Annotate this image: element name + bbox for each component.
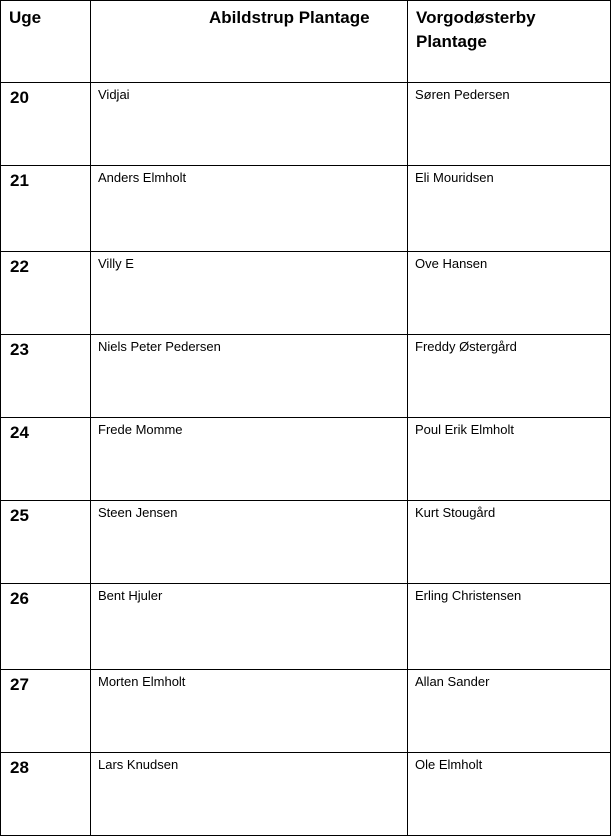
vorgodosterby-name: Søren Pedersen	[415, 87, 510, 102]
abildstrup-name: Niels Peter Pedersen	[98, 339, 221, 354]
abildstrup-name: Anders Elmholt	[98, 170, 187, 185]
week-number: 27	[10, 675, 29, 694]
table-row	[1, 83, 611, 166]
abildstrup-cell	[91, 418, 408, 501]
week-number: 22	[10, 257, 29, 276]
abildstrup-cell	[91, 584, 408, 670]
vorgodosterby-cell	[408, 166, 611, 252]
week-cell	[1, 753, 91, 836]
table-row	[1, 584, 611, 670]
header-vorgodosterby: Vorgodøsterby Plantage	[416, 8, 536, 51]
abildstrup-name: Bent Hjuler	[98, 588, 163, 603]
table-row	[1, 252, 611, 335]
week-cell	[1, 252, 91, 335]
table-row	[1, 670, 611, 753]
vorgodosterby-cell	[408, 83, 611, 166]
header-abildstrup: Abildstrup Plantage	[209, 8, 370, 27]
abildstrup-name: Frede Momme	[98, 422, 183, 437]
table-row	[1, 166, 611, 252]
week-cell	[1, 83, 91, 166]
vorgodosterby-name: Eli Mouridsen	[415, 170, 494, 185]
vorgodosterby-cell	[408, 753, 611, 836]
week-cell	[1, 584, 91, 670]
week-cell	[1, 418, 91, 501]
abildstrup-name: Morten Elmholt	[98, 674, 186, 689]
table-row	[1, 335, 611, 418]
vorgodosterby-name: Erling Christensen	[415, 588, 522, 603]
abildstrup-cell	[91, 670, 408, 753]
week-number: 25	[10, 506, 29, 525]
week-cell	[1, 335, 91, 418]
vorgodosterby-cell	[408, 335, 611, 418]
abildstrup-cell	[91, 335, 408, 418]
week-number: 21	[10, 171, 29, 190]
abildstrup-name: Lars Knudsen	[98, 757, 179, 772]
vorgodosterby-cell	[408, 418, 611, 501]
vorgodosterby-name: Allan Sander	[415, 674, 490, 689]
vorgodosterby-cell	[408, 584, 611, 670]
vorgodosterby-name: Poul Erik Elmholt	[415, 422, 514, 437]
week-number: 20	[10, 88, 29, 107]
abildstrup-name: Villy E	[98, 256, 134, 271]
vorgodosterby-name: Ole Elmholt	[415, 757, 483, 772]
vorgodosterby-cell	[408, 252, 611, 335]
week-number: 24	[10, 423, 29, 442]
header-cell-vorgodosterby	[408, 1, 611, 83]
header-week: Uge	[9, 8, 42, 27]
table-row	[1, 418, 611, 501]
week-number: 23	[10, 340, 29, 359]
header-cell-abildstrup	[91, 1, 408, 83]
abildstrup-name: Steen Jensen	[98, 505, 178, 520]
abildstrup-cell	[91, 252, 408, 335]
abildstrup-cell	[91, 166, 408, 252]
abildstrup-cell	[91, 501, 408, 584]
week-number: 26	[10, 589, 29, 608]
week-cell	[1, 166, 91, 252]
week-number: 28	[10, 758, 29, 777]
vorgodosterby-cell	[408, 501, 611, 584]
abildstrup-cell	[91, 753, 408, 836]
header-row	[1, 1, 611, 83]
week-cell	[1, 670, 91, 753]
vorgodosterby-name: Kurt Stougård	[415, 505, 496, 520]
vorgodosterby-name: Freddy Østergård	[415, 339, 517, 354]
table-row	[1, 501, 611, 584]
abildstrup-name: Vidjai	[98, 87, 130, 102]
week-cell	[1, 501, 91, 584]
abildstrup-cell	[91, 83, 408, 166]
header-cell-week	[1, 1, 91, 83]
table-row	[1, 753, 611, 836]
vorgodosterby-name: Ove Hansen	[415, 256, 488, 271]
vorgodosterby-cell	[408, 670, 611, 753]
